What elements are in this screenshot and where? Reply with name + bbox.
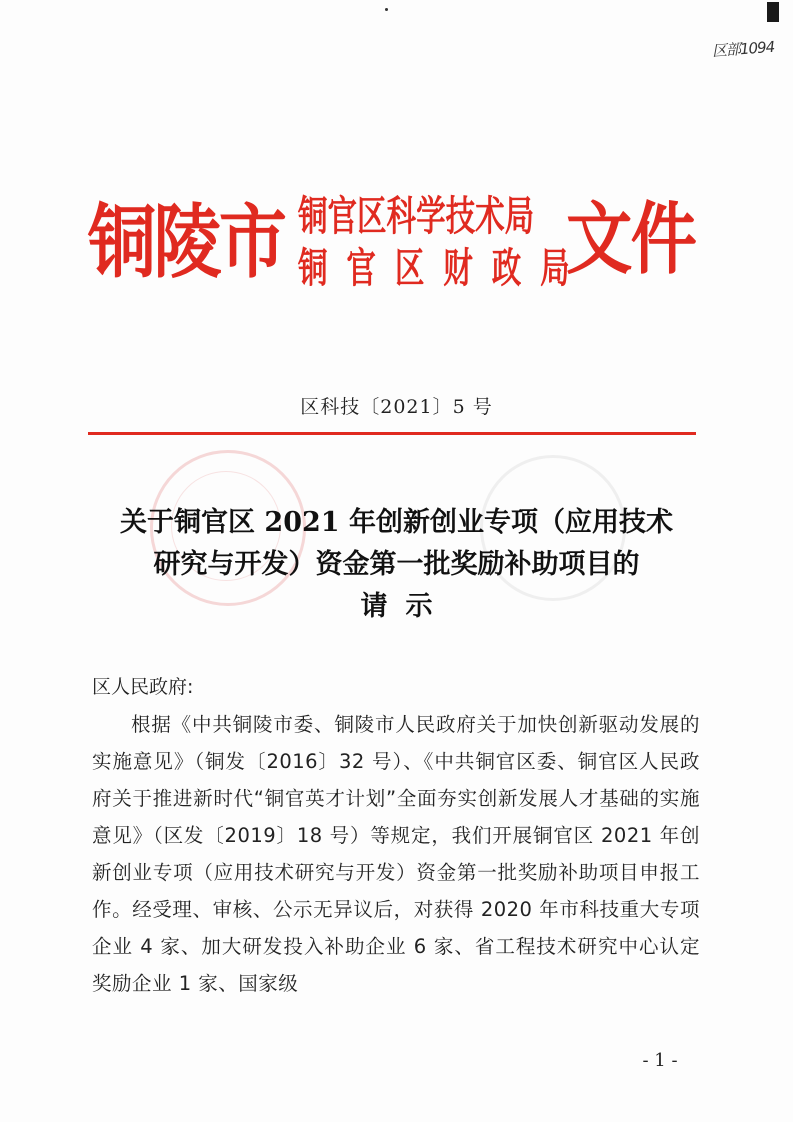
scan-corner-mark [767, 2, 779, 22]
document-title [0, 502, 793, 628]
title-line-3: 请示 [360, 591, 451, 622]
page-number: - 1 - [642, 1050, 678, 1071]
header-city: 铜陵市 [88, 196, 285, 289]
handwritten-note: 区部1094 [711, 37, 775, 61]
scan-dot-mark [385, 8, 388, 11]
body-paragraph: 根据《中共铜陵市委、铜陵市人民政府关于加快创新驱动发展的实施意见》（铜发〔2016〕32 号）、《中共铜官区委、铜官区人民政府关于推进新时代“铜官英才计划”全面夯实创新发展人才基础的实施意见》（区发〔2019〕18 号）等规定，我们开展铜官区 2021 年创新创业专项（应用技术研究与开发）资金第一批奖励补助项目申报工作。经受理、审核、公示无异议后，对获得 2020 年市科技重大专项企业 4 家、加大研发投入补助企业 6 家、省工程技术研究中心认定奖励企业 1 家、国家级 [92, 713, 700, 995]
header-department-2: 铜 官 区 财 政 局 [298, 244, 575, 292]
title-line-1: 关于铜官区 2021 年创新创业专项（应用技术 [120, 507, 673, 538]
title-line-2: 研究与开发）资金第一批奖励补助项目的 [153, 549, 640, 580]
red-divider [88, 432, 696, 435]
header-departments [298, 190, 575, 294]
document-header [88, 178, 700, 308]
document-number: 区科技〔2021〕5 号 [300, 396, 493, 418]
header-department-1: 铜官区科学技术局 [298, 192, 535, 240]
header-suffix: 文件 [566, 195, 696, 285]
salutation: 区人民政府: [92, 676, 194, 698]
